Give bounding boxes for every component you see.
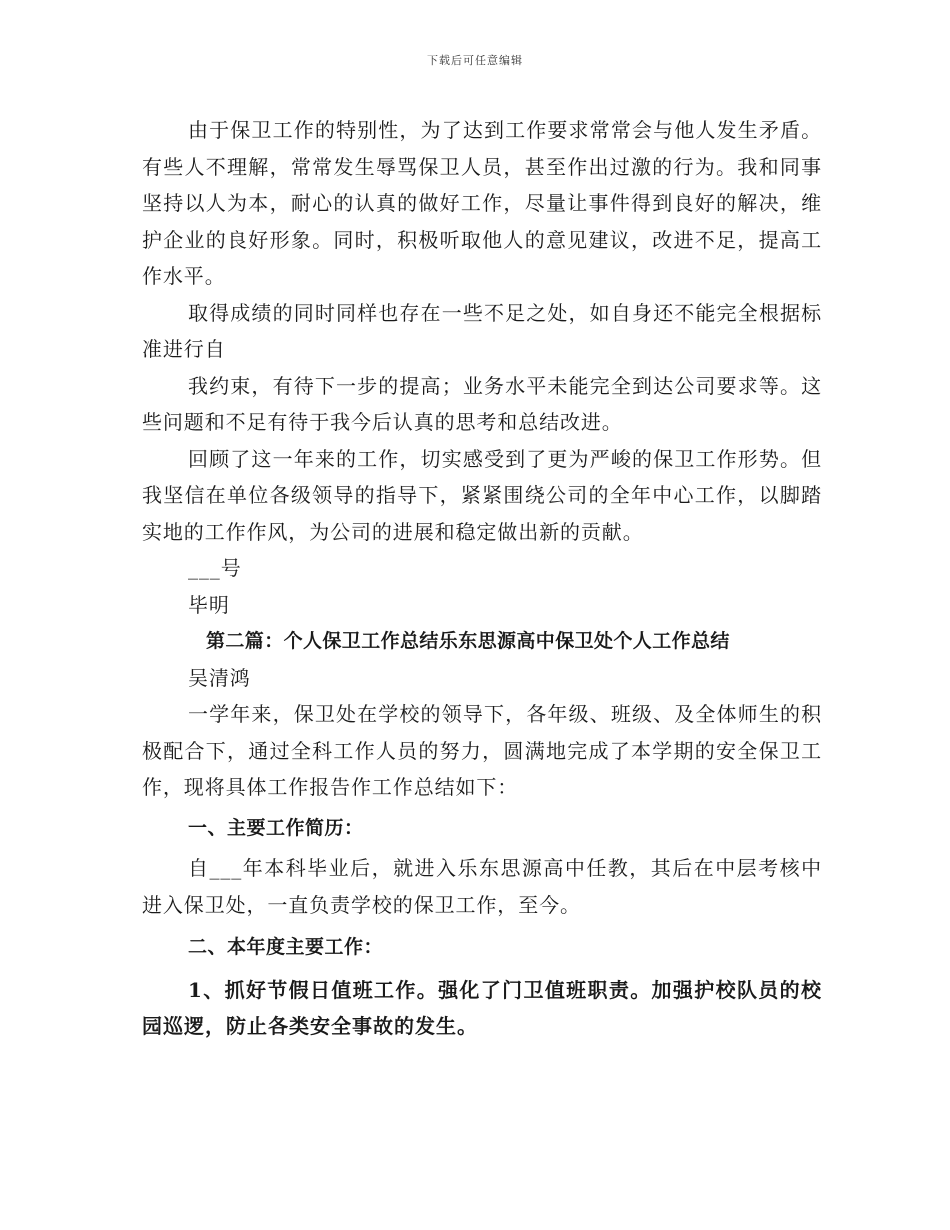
paragraph-2: 取得成绩的同时同样也存在一些不足之处，如自身还不能完全根据标准进行自 [142, 300, 822, 361]
section-title: 第二篇：个人保卫工作总结乐东思源高中保卫处个人工作总结 [206, 630, 730, 652]
paragraph-5: 一学年来，保卫处在学校的领导下，各年级、班级、及全体师生的积极配合下，通过全科工作人员的努力，圆满地完成了本学期的安全保卫工作，现将具体工作报告作工作总结如下： [142, 702, 822, 799]
document-body [142, 112, 822, 1045]
signature: 毕明 [188, 592, 230, 617]
page-header-note: 下载后可任意编辑 [427, 54, 523, 67]
paragraph-6: 自___年本科毕业后，就进入乐东思源高中任教，其后在中层考核中进入保卫处，一直负责学校的保卫工作，至今。 [142, 856, 822, 917]
author-name: 吴清鸿 [188, 665, 251, 690]
date-line: ___号 [188, 556, 242, 580]
paragraph-7: 1、抓好节假日值班工作。强化了门卫值班职责。加强护校队员的校园巡逻，防止各类安全事故的发生。 [142, 977, 822, 1038]
paragraph-3: 我约束，有待下一步的提高；业务水平未能完全到达公司要求等。这些问题和不足有待于我今后认真的思考和总结改进。 [142, 373, 822, 434]
heading-2: 二、本年度主要工作： [188, 936, 384, 958]
paragraph-4: 回顾了这一年来的工作，切实感受到了更为严峻的保卫工作形势。但我坚信在单位各级领导的指导下，紧紧围绕公司的全年中心工作，以脚踏实地的工作作风，为公司的进展和稳定做出新的贡献。 [142, 446, 822, 544]
paragraph-1: 由于保卫工作的特别性，为了达到工作要求常常会与他人发生矛盾。有些人不理解，常常发生辱骂保卫人员，甚至作出过激的行为。我和同事坚持以人为本，耐心的认真的做好工作，尽量让事件得到良好的解决，维护企业的良好形象。同时，积极听取他人的意见建议，改进不足，提高工作水平。 [142, 118, 822, 288]
heading-1: 一、主要工作简历： [188, 816, 364, 839]
